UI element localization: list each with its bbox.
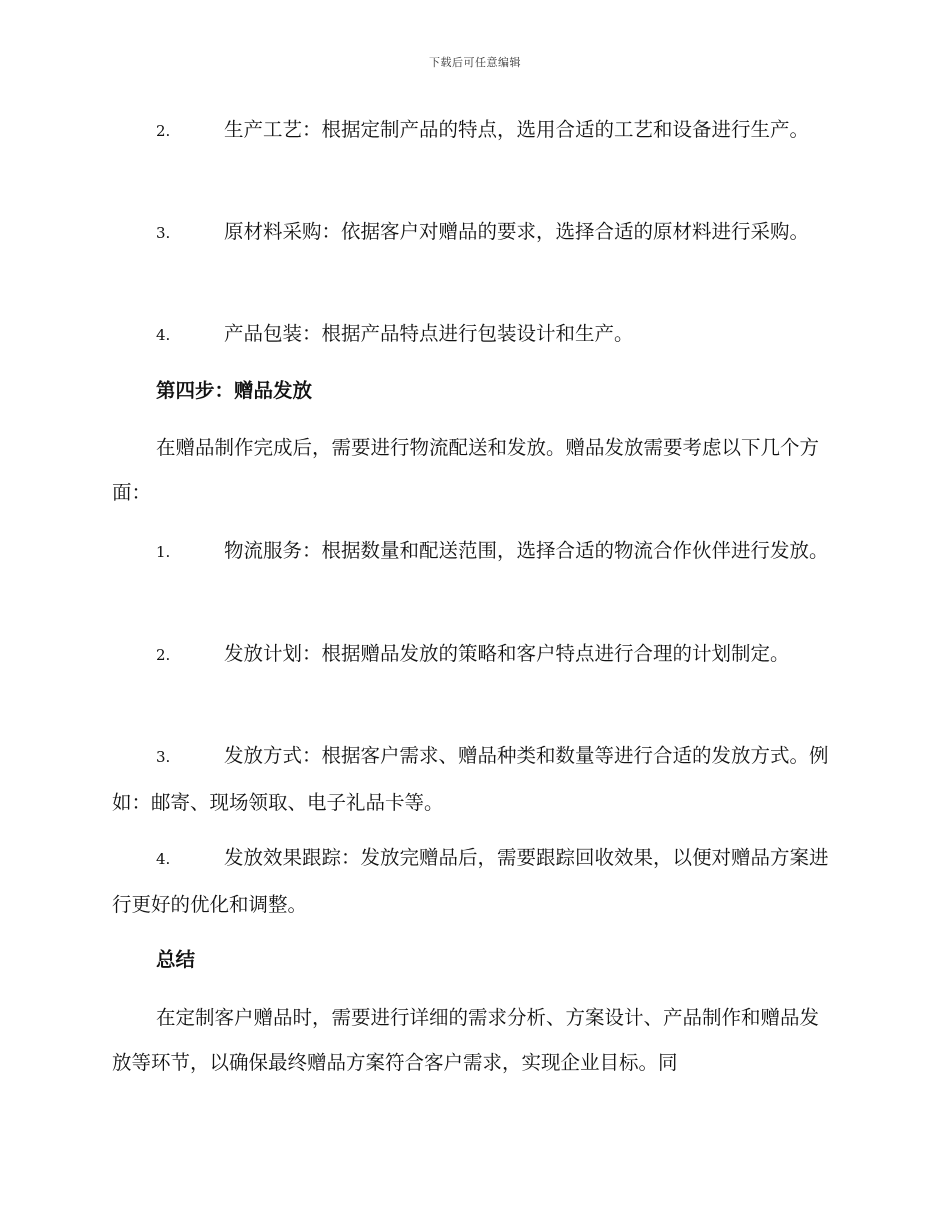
- list-item: [112, 107, 834, 154]
- list-item-number: 2.: [156, 646, 171, 664]
- list-item-number: 3.: [156, 224, 171, 242]
- list-item-number: 2.: [156, 122, 171, 140]
- list-item-number: 1.: [156, 543, 171, 561]
- paragraph: 在定制客户赠品时，需要进行详细的需求分析、方案设计、产品制作和赠品发放等环节，以确保最终赠品方案符合客户需求，实现企业目标。同: [112, 1006, 820, 1074]
- list-item-text: 生产工艺：根据定制产品的特点，选用合适的工艺和设备进行生产。: [224, 118, 810, 141]
- list-item-text: 原材料采购：依据客户对赠品的要求，选择合适的原材料进行采购。: [224, 220, 810, 243]
- list-item-text: 发放方式：根据客户需求、赠品种类和数量等进行合适的发放方式。例如：邮寄、现场领取、电子礼品卡等。: [112, 744, 829, 814]
- list-item-text: 产品包装：根据产品特点进行包装设计和生产。: [224, 322, 634, 345]
- section-heading: 第四步：赠品发放: [156, 379, 313, 402]
- paragraph: 在赠品制作完成后，需要进行物流配送和发放。赠品发放需要考虑以下几个方面：: [112, 436, 820, 504]
- list-item: [112, 528, 834, 575]
- list-item-text: 发放效果跟踪：发放完赠品后，需要跟踪回收效果，以便对赠品方案进行更好的优化和调整。: [112, 846, 829, 916]
- list-item: [112, 209, 834, 256]
- page-header: 下载后可任意编辑: [429, 56, 521, 69]
- list-item-text: 发放计划：根据赠品发放的策略和客户特点进行合理的计划制定。: [224, 642, 790, 665]
- list-item-number: 3.: [156, 748, 171, 766]
- list-item-text: 物流服务：根据数量和配送范围，选择合适的物流合作伙伴进行发放。: [224, 539, 829, 562]
- list-item: [112, 733, 834, 825]
- list-item-number: 4.: [156, 850, 171, 868]
- list-item: [112, 311, 834, 358]
- list-item-number: 4.: [156, 326, 171, 344]
- section-heading: 总结: [156, 948, 196, 971]
- list-item: [112, 835, 834, 927]
- list-item: [112, 631, 834, 678]
